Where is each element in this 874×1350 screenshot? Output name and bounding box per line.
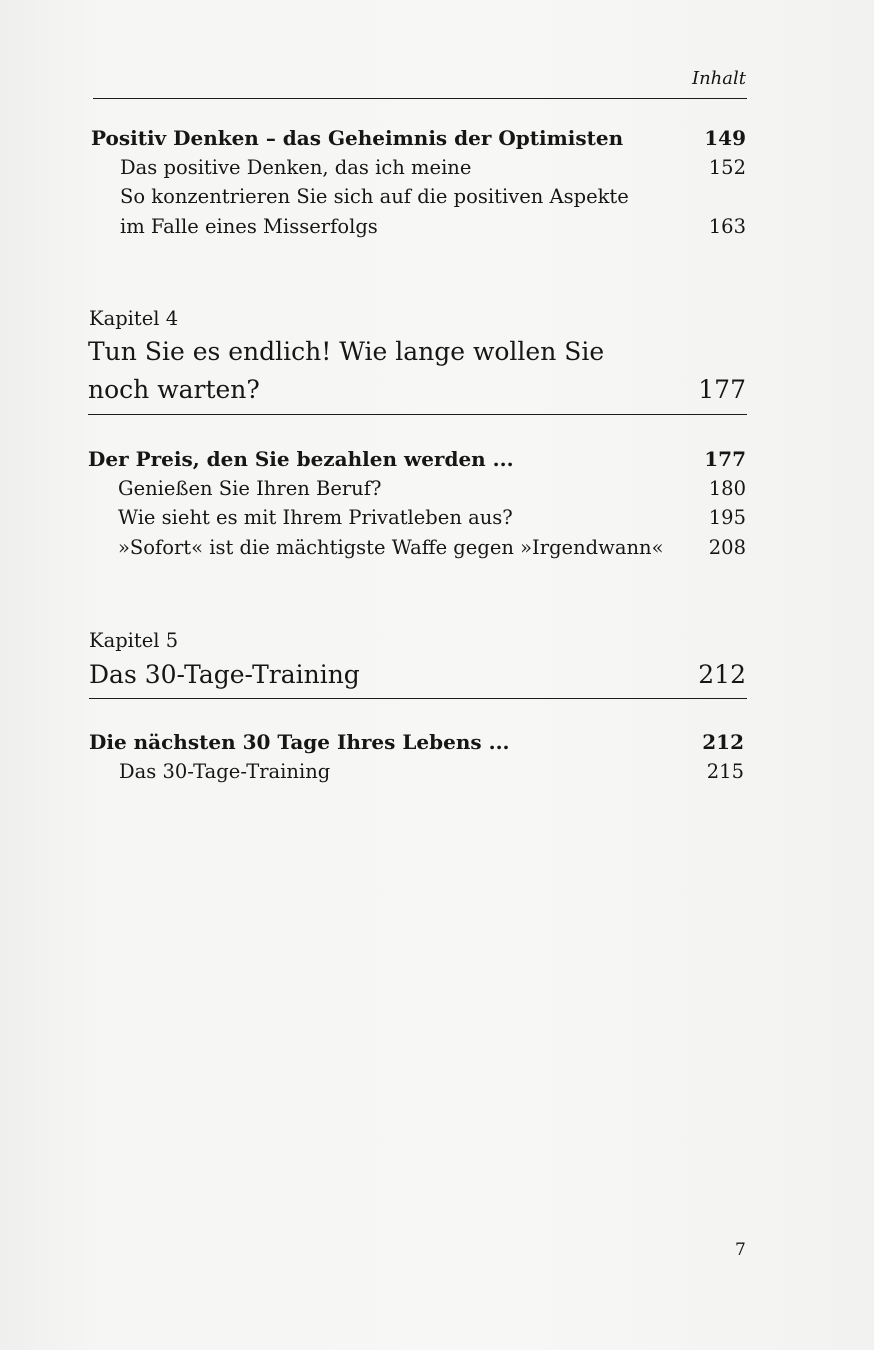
chapter-title-row xyxy=(88,375,746,404)
toc-entry-title: Genießen Sie Ihren Beruf? xyxy=(118,477,382,500)
chapter-label: Kapitel 4 xyxy=(89,307,179,330)
toc-entry-page: 152 xyxy=(708,156,746,179)
toc-entry-sub xyxy=(120,215,746,238)
toc-entry-title: Der Preis, den Sie bezahlen werden ... xyxy=(88,447,514,471)
chapter-page: 212 xyxy=(698,660,746,689)
toc-entry-sub xyxy=(120,156,746,179)
toc-entry-page: 208 xyxy=(708,536,746,559)
toc-entry-sub xyxy=(118,506,746,529)
toc-entry-page: 177 xyxy=(704,447,746,471)
toc-entry-page: 180 xyxy=(708,477,746,500)
toc-entry-page: 212 xyxy=(702,730,744,754)
toc-entry-page: 163 xyxy=(708,215,746,238)
toc-entry-title: Die nächsten 30 Tage Ihres Lebens ... xyxy=(89,730,510,754)
chapter-page: 177 xyxy=(698,375,746,404)
chapter-rule xyxy=(89,698,747,699)
running-header: Inhalt xyxy=(691,68,746,89)
toc-entry-page: 195 xyxy=(708,506,746,529)
toc-entry-title: So konzentrieren Sie sich auf die positiven Aspekte xyxy=(120,185,629,208)
toc-entry-main xyxy=(88,447,746,471)
toc-entry-main xyxy=(91,126,746,150)
toc-entry-title: Das 30-Tage-Training xyxy=(119,760,331,783)
toc-entry-page: 149 xyxy=(704,126,746,150)
toc-entry-title: im Falle eines Misserfolgs xyxy=(120,215,378,238)
toc-entry-sub xyxy=(120,185,746,208)
toc-entry-main xyxy=(89,730,744,754)
chapter-title-row xyxy=(89,660,746,689)
header-rule xyxy=(93,98,747,99)
toc-entry-title: Positiv Denken – das Geheimnis der Optimisten xyxy=(91,126,624,150)
toc-entry-page: 215 xyxy=(706,760,744,783)
chapter-label: Kapitel 5 xyxy=(89,629,179,652)
toc-entry-sub xyxy=(118,536,746,559)
chapter-title-line2: noch warten? xyxy=(88,375,260,404)
toc-entry-title: Das positive Denken, das ich meine xyxy=(120,156,472,179)
toc-entry-title: »Sofort« ist die mächtigste Waffe gegen »Irgendwann« xyxy=(118,536,664,559)
chapter-rule xyxy=(88,414,747,415)
toc-entry-title: Wie sieht es mit Ihrem Privatleben aus? xyxy=(118,506,513,529)
chapter-title-line1: Tun Sie es endlich! Wie lange wollen Sie xyxy=(88,337,605,366)
page-number: 7 xyxy=(735,1240,746,1260)
chapter-title: Das 30-Tage-Training xyxy=(89,660,360,689)
toc-entry-sub xyxy=(118,477,746,500)
toc-entry-sub xyxy=(119,760,744,783)
